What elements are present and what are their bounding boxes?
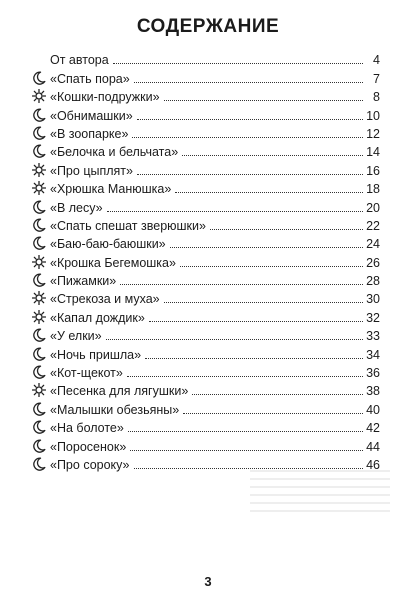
icon-spacer xyxy=(30,51,50,67)
dot-leader xyxy=(137,173,363,175)
toc-entry xyxy=(30,270,380,288)
toc-entry xyxy=(30,178,380,196)
toc-entry-title: «Стрекоза и муха» xyxy=(50,292,160,307)
toc-entry-page-number: 7 xyxy=(373,71,380,86)
toc-entry xyxy=(30,159,380,177)
toc-entry-page-number: 40 xyxy=(366,402,380,417)
toc-entry-title: «Обнимашки» xyxy=(50,108,133,123)
toc-entry xyxy=(30,49,380,67)
toc-entry xyxy=(30,251,380,269)
crescent-moon-icon xyxy=(30,272,50,288)
toc-entry-page-number: 8 xyxy=(373,90,380,105)
page-number: 3 xyxy=(204,574,212,589)
crescent-moon-icon xyxy=(30,401,50,417)
crescent-moon-icon xyxy=(30,217,50,233)
toc-entry-page-number: 4 xyxy=(373,53,380,68)
dot-leader xyxy=(145,357,363,359)
dot-leader xyxy=(134,467,363,469)
sun-icon xyxy=(30,162,50,178)
toc-entry xyxy=(30,196,380,214)
toc-entry-page-number: 16 xyxy=(366,163,380,178)
crescent-moon-icon xyxy=(30,438,50,454)
dot-leader xyxy=(113,62,363,64)
show-through-text xyxy=(250,470,390,518)
crescent-moon-icon xyxy=(30,235,50,251)
toc-entry-title: «Крошка Бегемошка» xyxy=(50,255,176,270)
crescent-moon-icon xyxy=(30,364,50,380)
dot-leader xyxy=(106,338,363,340)
dot-leader xyxy=(175,191,363,193)
toc-entry-page-number: 24 xyxy=(366,237,380,252)
crescent-moon-icon xyxy=(30,327,50,343)
toc-entry-page-number: 22 xyxy=(366,218,380,233)
sun-icon xyxy=(30,309,50,325)
toc-entry-title: «В лесу» xyxy=(50,200,103,215)
dot-leader xyxy=(107,210,363,212)
dot-leader xyxy=(164,301,363,303)
toc-entry xyxy=(30,306,380,324)
page-title: СОДЕРЖАНИЕ xyxy=(136,16,280,37)
dot-leader xyxy=(137,118,363,120)
toc-entry-title: «Песенка для лягушки» xyxy=(50,384,189,399)
crescent-moon-icon xyxy=(30,346,50,362)
toc-entry-title: От автора xyxy=(50,53,109,68)
crescent-moon-icon xyxy=(30,107,50,123)
toc-entry-title: «Кот-щекот» xyxy=(50,366,123,381)
toc-entry-title: «Пижамки» xyxy=(50,274,117,289)
toc-entry-page-number: 26 xyxy=(366,255,380,270)
toc-entry xyxy=(30,343,380,361)
toc-entry-page-number: 32 xyxy=(366,310,380,325)
toc-entry-title: «Ночь пришла» xyxy=(50,347,142,362)
toc-entry-page-number: 10 xyxy=(366,108,380,123)
toc-entry xyxy=(30,67,380,85)
toc-entry-title: «Спать пора» xyxy=(50,71,130,86)
toc-entry-title: «Малышки обезьяны» xyxy=(50,402,180,417)
toc-entry xyxy=(30,86,380,104)
toc-entry xyxy=(30,288,380,306)
toc-entry-title: «Поросенок» xyxy=(50,439,127,454)
toc-entry xyxy=(30,380,380,398)
crescent-moon-icon xyxy=(30,456,50,472)
toc-entry xyxy=(30,325,380,343)
sun-icon xyxy=(30,254,50,270)
sun-icon xyxy=(30,180,50,196)
dot-leader xyxy=(180,265,363,267)
toc-entry-page-number: 14 xyxy=(366,145,380,160)
toc-entry-page-number: 36 xyxy=(366,366,380,381)
dot-leader xyxy=(127,375,363,377)
toc-entry-title: «Хрюшка Манюшка» xyxy=(50,182,172,197)
dot-leader xyxy=(182,154,363,156)
table-of-contents xyxy=(30,49,380,472)
dot-leader xyxy=(128,430,363,432)
toc-entry-page-number: 20 xyxy=(366,200,380,215)
toc-entry-page-number: 42 xyxy=(366,421,380,436)
toc-entry-title: «Про цыплят» xyxy=(50,163,133,178)
toc-entry xyxy=(30,417,380,435)
toc-entry-title: «В зоопарке» xyxy=(50,126,129,141)
dot-leader xyxy=(149,320,363,322)
toc-entry xyxy=(30,233,380,251)
dot-leader xyxy=(132,136,363,138)
toc-entry-title: «Спать спешат зверюшки» xyxy=(50,218,206,233)
dot-leader xyxy=(164,99,363,101)
dot-leader xyxy=(130,449,363,451)
crescent-moon-icon xyxy=(30,70,50,86)
dot-leader xyxy=(210,228,363,230)
toc-entry-title: «Капал дождик» xyxy=(50,310,145,325)
dot-leader xyxy=(120,283,363,285)
toc-entry-title: «Кошки-подружки» xyxy=(50,90,160,105)
toc-entry-title: «Белочка и бельчата» xyxy=(50,145,179,160)
toc-entry xyxy=(30,104,380,122)
crescent-moon-icon xyxy=(30,199,50,215)
toc-entry-page-number: 34 xyxy=(366,347,380,362)
toc-entry-page-number: 30 xyxy=(366,292,380,307)
toc-entry xyxy=(30,123,380,141)
toc-entry xyxy=(30,435,380,453)
dot-leader xyxy=(192,393,363,395)
sun-icon xyxy=(30,88,50,104)
toc-entry-page-number: 33 xyxy=(366,329,380,344)
sun-icon xyxy=(30,290,50,306)
toc-entry-page-number: 18 xyxy=(366,182,380,197)
toc-entry-page-number: 12 xyxy=(366,126,380,141)
toc-entry-title: «Про сороку» xyxy=(50,457,130,472)
toc-entry-page-number: 46 xyxy=(366,457,380,472)
toc-entry-title: «У елки» xyxy=(50,329,102,344)
toc-entry-page-number: 44 xyxy=(366,439,380,454)
toc-entry xyxy=(30,398,380,416)
toc-entry-title: «Баю-баю-баюшки» xyxy=(50,237,166,252)
toc-entry-title: «На болоте» xyxy=(50,421,124,436)
dot-leader xyxy=(134,81,363,83)
crescent-moon-icon xyxy=(30,125,50,141)
toc-entry xyxy=(30,141,380,159)
crescent-moon-icon xyxy=(30,419,50,435)
dot-leader xyxy=(170,246,363,248)
crescent-moon-icon xyxy=(30,143,50,159)
toc-entry-page-number: 28 xyxy=(366,274,380,289)
toc-entry-page-number: 38 xyxy=(366,384,380,399)
dot-leader xyxy=(183,412,363,414)
toc-entry xyxy=(30,362,380,380)
sun-icon xyxy=(30,382,50,398)
toc-entry xyxy=(30,215,380,233)
